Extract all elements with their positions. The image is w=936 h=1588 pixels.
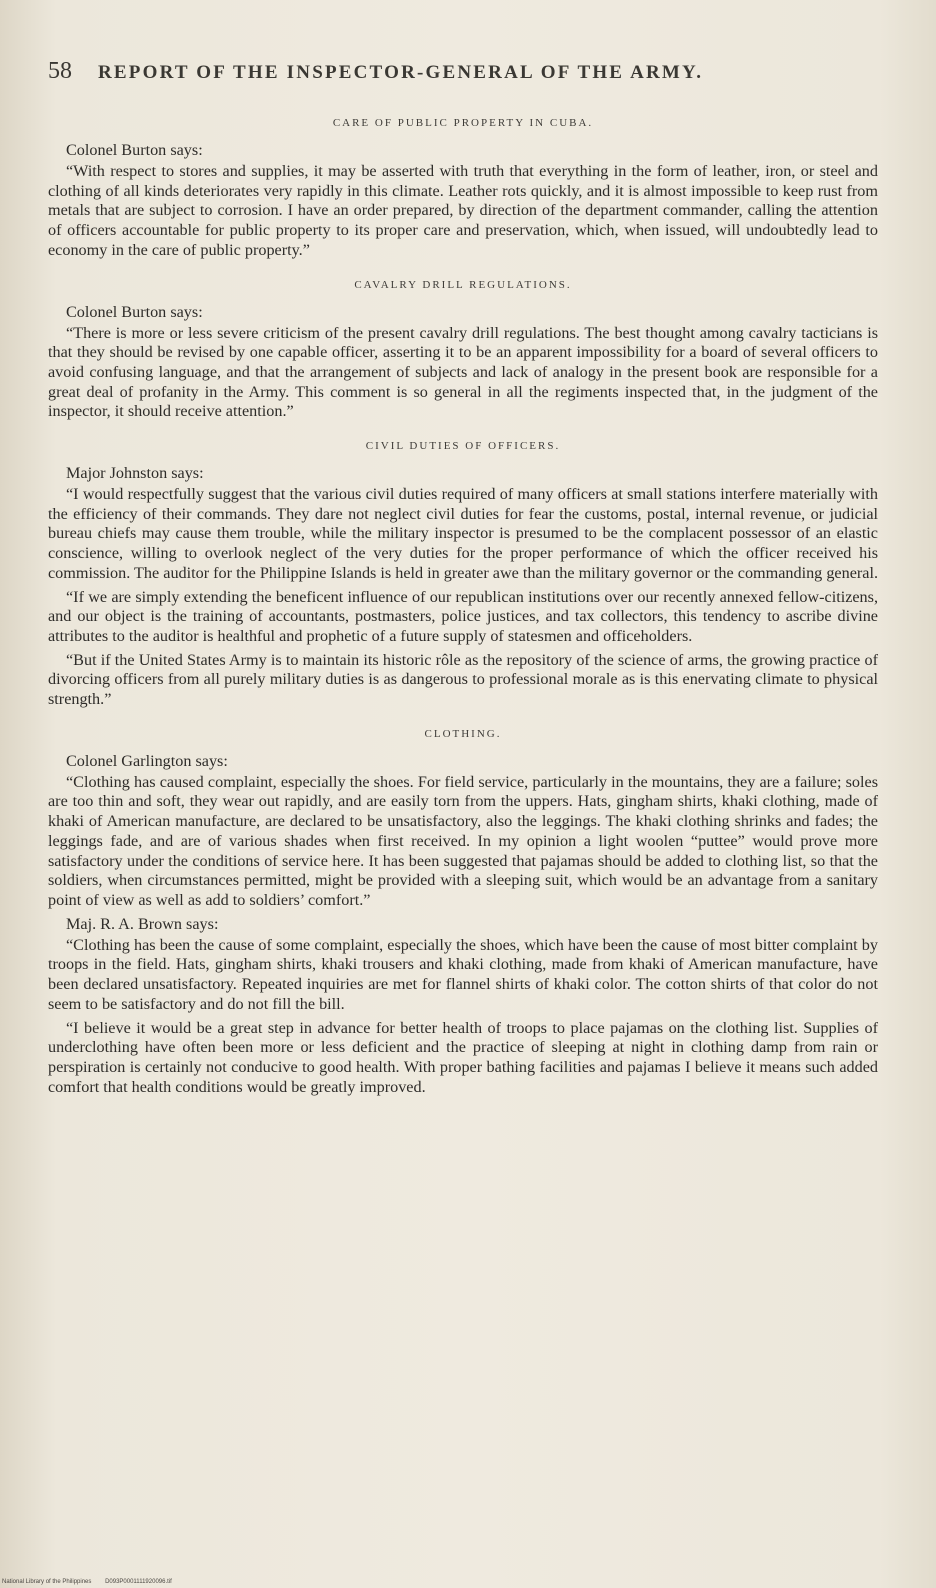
speaker-line: Maj. R. A. Brown says: (66, 914, 219, 933)
paragraph: “There is more or less severe criticism of the present cavalry drill regulations. The best thought among cavalry tacticians is that they should be revised by one capable officer, asserting it to be an apparent impossibility for a board of several officers to avoid confusing language, and that the arrangement of subjects and lack of analogy in the present book are responsible for a great deal of profanity in the Army. This comment is so general in all the regiments inspected that, in the judgment of the inspector, it should receive attention.” (48, 323, 878, 421)
running-header (48, 58, 878, 85)
scan-footer (2, 1579, 184, 1585)
footer-library: National Library of the Philippines (2, 1579, 92, 1585)
speaker-line: Colonel Burton says: (66, 302, 203, 321)
paragraph: “Clothing has caused complaint, especially the shoes. For field service, particularly in the mountains, they are a failure; soles are too thin and soft, they wear out rapidly, and are easily torn from the uppers. Hats, gingham shirts, khaki clothing, made of khaki of American manufacture, are declared to be unsatisfactory, also the leggings. The khaki clothing shrinks and fades; the leggings fade, and are of various shades when first received. In my opinion a light woolen “puttee” would prove more satisfactory under the conditions of service here. It has been suggested that pajamas should be added to clothing list, so that the soldiers, when circumstances permitted, might be provided with a sleeping suit, which would be an advantage from a sanitary point of view as well as add to soldiers’ comfort.” (48, 772, 878, 909)
paragraph: “If we are simply extending the beneficent influence of our republican institutions over our recently annexed fellow-citizens, and our object is the training of accountants, postmasters, police justices, and tax collectors, this tendency to ascribe divine attributes to the auditor is healthful and prophetic of a future supply of statesmen and officeholders. (48, 587, 878, 645)
speaker-line: Colonel Burton says: (66, 141, 203, 159)
paragraph: “I believe it would be a great step in advance for better health of troops to place pajamas on the clothing list. Supplies of underclothing have often been more or less deficient and the practice of sleeping at night in clothing damp from rain or perspiration is certainly not conducive to good health. With proper bathing facilities and pajamas I believe it means such added comfort that health conditions would be greatly improved. (48, 1018, 878, 1096)
paragraph: “Clothing has been the cause of some complaint, especially the shoes, which have been the cause of most bitter complaint by troops in the field. Hats, gingham shirts, khaki trousers and khaki clothing, made from khaki of American manufacture, have been declared unsatisfactory. Repeated inquiries are met for flannel shirts of khaki color. The cotton shirts of that color do not seem to be satisfactory and do not fill the bill. (48, 935, 878, 1013)
page-number: 58 (48, 58, 72, 84)
footer-document-id: D093P0001111920096.tif (105, 1579, 172, 1585)
page-content (48, 58, 878, 1115)
paragraph: “But if the United States Army is to maintain its historic rôle as the repository of the science of arms, the growing practice of divorcing officers from all purely military duties is as dangerous to professional morale as is this enervating climate to physical strength.” (48, 650, 878, 709)
paragraph: “With respect to stores and supplies, it may be asserted with truth that everything in the form of leather, iron, or steel and clothing of all kinds deteriorates very rapidly in this climate. Leather rots quickly, and it is almost impossible to keep rust from metals that are subject to corrosion. I have an order prepared, by direction of the department commander, calling the attention of officers accountable for public property to its proper care and preservation, which, when issued, will undoubtedly lead to economy in the care of public property.” (48, 162, 878, 259)
section-heading: CIVIL DUTIES OF OFFICERS. (365, 440, 561, 453)
speaker-line: Major Johnston says: (66, 464, 204, 483)
paragraph: “I would respectfully suggest that the various civil duties required of many officers at small stations interfere materially with the efficiency of their commands. They dare not neglect civil duties for fear the customs, postal, internal revenue, or judicial bureau chiefs may cause them trouble, while the military inspector is presumed to be the complacent possessor of an elastic conscience, willing to overlook neglect of the very duties for the proper performance of which the officer received his commission. The auditor for the Philippine Islands is held in greater awe than the military governor or the commanding general. (48, 485, 878, 582)
running-title: REPORT OF THE INSPECTOR-GENERAL OF THE ARMY. (98, 62, 704, 83)
speaker-line: Colonel Garlington says: (66, 751, 228, 770)
section-civil-duties-of-officers (48, 440, 878, 710)
section-clothing (48, 728, 878, 1098)
section-heading: CARE OF PUBLIC PROPERTY IN CUBA. (332, 117, 594, 129)
section-cavalry-drill-regulations (48, 279, 878, 423)
section-heading: CLOTHING. (424, 727, 502, 740)
section-heading: CAVALRY DRILL REGULATIONS. (354, 278, 572, 291)
section-care-of-public-property (48, 117, 878, 261)
